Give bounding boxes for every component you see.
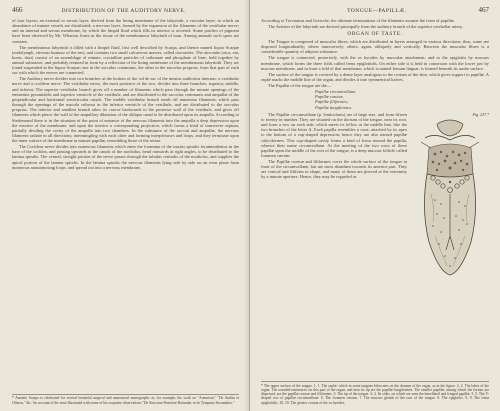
left-page-number: 466: [12, 6, 23, 14]
papillae-list-item: Papillæ filiformes,: [315, 99, 349, 105]
tongue-figure: [411, 112, 489, 278]
right-paragraph: The surface of the tongue is covered by a dense layer analogous to the corium of the skin, which gives support to papillæ. A raphé marks the middle line of the organ, and divides it into symmetrical halves.: [261, 71, 489, 82]
left-paragraph: The Auditory nerve divides into two branches at the bottom of the cul de sac of the meatus auditorius internus: a vestibular nerve and a cochlear nerve. The vestibular nerve, the most posterior of the two, divides into three branches, superior, middle, and inferior. The superior vestibular branch gives off a number of filaments which pass through the minute openings of the eminentia pyramidalis and superior ventricle of the vestibule, and are distributed to the sacculus communis and ampullæ of the perpendicular and horizontal semicircular canals. The middle vestibular branch sends off numerous filaments, which pass through the openings of the macula cribrosa in the inferior ventricle of the vestibule, and are distributed to the sacculus proprius. The inferior and smallest branch takes its course backwards to the posterior wall of the vestibule, and gives off filaments which pierce the wall of the ampullary dilatation of the oblique canal to be distributed upon its ampulla. According to Steifensand there is in the situation of the point of entrance of the nervous filaments into the ampulla a deep depression upon the exterior of the membrane, and upon the interior a corresponding projection, which forms a kind of transverse septum, partially dividing the cavity of the ampulla into two chambers. In the substance of the saccuti and ampullæ, the nervous filaments radiate in all directions; intermingling with each other and forming interplexuses and loops, and they terminate upon the inner surface of the membrane in minute papillæ, resembling those of the retina.: [12, 76, 239, 144]
left-paragraph: of four layers; an external or serous layer, derived from the lining membrane of the labyrinth; a vascular layer, in which an abundance of minute vessels are distributed; a nervous layer, formed by the expansion of the filaments of the vestibular nerve; and an internal and serous membrane, by which the limpid fluid which fills its interior is secreted. Some patches of pigment have been observed by Mr. Wharton Jones in the tissue of the membranous labyrinth of man. Among animals such spots are constant.: [12, 18, 239, 44]
papillae-list-item: Papillæ conicæ,: [315, 94, 344, 100]
figure-text-area: [261, 112, 489, 180]
papillae-list-item: Papillæ fungiformes.: [315, 104, 353, 110]
right-paragraph: According to Treviranus and Gottsche, the ultimate terminations of the filaments assume the form of papillæ.: [261, 18, 455, 23]
tongue-illustration: [411, 118, 489, 278]
right-paragraph: The Papillæ circumvallatæ (p. lenticulares) are of large size, and from fifteen to twenty in number. They are situated on the dorsum of the tongue, near its root, and form a row on each side, which meets its fellow at the middle line, like the two branches of the letter A. Each papilla resembles a cone, attached by its apex to the bottom of a cup-shaped depression; hence they are also named papillæ calyciformes. This cup-shaped cavity forms a kind of fossa around the papilla, whence their name circumvallatæ. At the meeting of the two rows of these papillæ upon the middle of the root of the tongue, is a deep mucous follicle called foramen cæcum.: [261, 111, 407, 158]
right-page-number: 467: [478, 6, 489, 14]
papillae-list-item: Papillæ circumvallatæ,: [315, 88, 357, 94]
right-running-head: [261, 6, 489, 14]
papillae-list: [315, 89, 489, 110]
right-paragraph: The Papillæ conicæ and filiformes cover the whole surface of the tongue in front of the circumvallatæ, but are most abundant towards its anterior part. They are conical and filiform in shape, and many of them are pierced at the extremity by a minute aperture. Hence, they may be regarded as: [261, 158, 407, 180]
right-running-head-title: TONGUE—PAPILLÆ.: [347, 8, 407, 14]
left-running-head-title: DISTRIBUTION OF THE AUDITORY NERVE.: [61, 8, 187, 14]
right-paragraph: The Arteries of the labyrinth are derived principally from the auditory branch of the superior cerebellar artery.: [268, 23, 464, 29]
right-paragraph: The Tongue is composed of muscular fibres, which are distributed in layers arranged in various directions; thus, some are disposed longitudinally; others transversely; others, again, obliquely and vertically. Between the muscular fibres is a considerable quantity of adipose substance.: [261, 39, 489, 55]
right-paragraph: The tongue is connected, posteriorly, with the os hyoides by muscular attachment; and to the epiglottis by mucous membrane, which forms the three folds called frena epiglottidis. On either side it is held in connexion with the lower jaw by mucous membrane, and in front a fold of that membrane, which is named frenum linguæ, is formed beneath its under surface.: [261, 55, 489, 71]
left-paragraph: The membranous labyrinth is filled with a limpid fluid, first well described by Scarpa, and thence named liquor Scarpæ (endolymph, vitreous humour of the ear), and contains two small calcareous masses, called otoconites. The otoconite (otos, ear, konis, dust) consist of an assemblage of minute, crystalline particles of carbonate and phosphate of lime, held together by animal substance, and probably retained in form by a reflection of the lining membrane of the membranous labyrinth. They are found suspended in the liquor Scarpæ; one in the sacculus communis, the other in the sacculus proprius, from that part of each sac with which the nerves are connected.: [12, 44, 239, 76]
right-page: [250, 0, 500, 411]
figure-label: Fig. 237.*: [472, 111, 489, 117]
left-running-head: [12, 6, 239, 14]
left-paragraph: The Cochlear nerve divides into numerous filaments which enter the foramina of the tractus spiralis foraminulentus in the base of the cochlea, and passing upwards in the canals of the modiolus, bend outwards at right angles, to be distributed to the lamina spiralis. The central, straight portion of the nerve passes through the tubulus centralis of the modiolus, and supplies the apical portion of the lamina spiralis. In the lamina spiralis the nervous filaments lying side by side on an even plane form numerous anastomosing loops, and spread out into a nervous membrane.: [12, 144, 239, 170]
right-paragraph: The Papillæ of the tongue are the—: [268, 82, 332, 88]
right-footnote: * The upper surface of the tongue. 1, 1. The raphé, which in some tongues bifurcates on the dorsum of the organ, as in the figure. 2, 2. The lobes of the organ. The rounded eminences on this part of the organ, and near its tip are the papillæ fungiformes. The smaller papillæ, among which the former are dispersed, are the papillæ conicæ and filiformes. 3. The tip of the tongue. 4, 4. Its sides, on which are seen the lamellated and fringed papillæ. 5, 5. The V-shaped row of papillæ circumvallatæ. 6. The foramen cæcum. 7. The mucous glands of the root of the tongue. 8. The epiglottis. 9, 9. The frena epiglottidis. 10, 10. The greater cornua of the os hyoides.: [261, 381, 489, 405]
left-footnote: * Antonio Scarpa is celebrated for several beautiful surgical and anatomical monographs; as, for example, his work on "Aneurism," "De Auditu et Olfactu," &c. An account of the nose illustrated with some of his exquisite observations "De Structura Fenestræ Rotundæ, et de Tympano Secundario.": [12, 394, 239, 405]
section-heading: ORGAN OF TASTE.: [347, 31, 403, 38]
